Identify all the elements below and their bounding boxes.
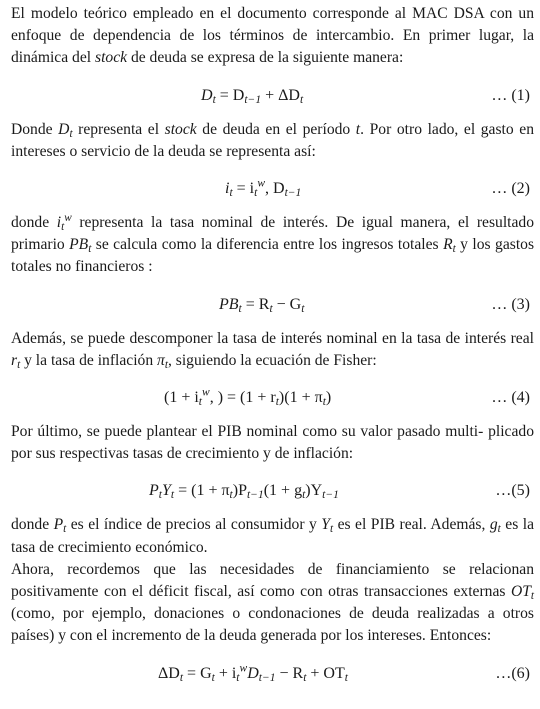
paragraph-intro: El modelo teórico empleado en el documento corresponde al MAC DSA con un enfoque de dependencia de los términos de intercambio. En primer lugar, la dinámica del stock de deuda se expresa de la siguiente manera: — [11, 5, 534, 67]
paragraph-fisher: Además, se puede descomponer la tasa de interés nominal en la tasa de interés real $r_t$ y la tasa de inflación $\pi_t$, siguiendo la ecuación de Fisher: — [11, 329, 534, 371]
equation-2 — [11, 178, 534, 200]
paragraph-debt-stock: Donde $D_t$ representa el stock de deuda en el período t. Por otro lado, el gasto en intereses o servicio de la deuda se representa así: — [11, 120, 534, 160]
equation-5-formula: $P_tY_t = (1 + \pi_t)P_{t-1}(1 + g_t)Y_{t-1}$ — [149, 482, 339, 502]
equation-6-formula: $\Delta D_t = G_t + i_t^wD_{t-1} - R_t + OT_t$ — [158, 662, 348, 684]
equation-5 — [11, 480, 534, 502]
equation-6-number: …(6) — [495, 664, 530, 682]
paragraph-price-index: donde $P_t$ es el índice de precios al consumidor y $Y_t$ es el PIB real. Además, $g_t$ es la tasa de crecimiento económico. — [11, 516, 534, 556]
equation-4-number: … (4) — [491, 389, 530, 407]
equation-1-number: … (1) — [491, 86, 530, 104]
equation-4 — [11, 387, 534, 409]
paragraph-financing-needs: Ahora, recordemos que las necesidades de financiamiento se relacionan positivamente con el déficit fiscal, así como con otras transacciones externas $OT_t$ (como, por ejemplo, donaciones o condonaciones de deuda realizadas a otros países) y con el incremento de la deuda generada por los intereses. Entonces: — [11, 560, 534, 645]
equation-3-formula: $PB_t = R_t - G_t$ — [219, 295, 305, 315]
equation-2-number: … (2) — [491, 180, 530, 198]
equation-4-formula: ($1 + i_t^w$, ) = $(1 + r_t)(1 + \pi_t)$ — [164, 386, 332, 409]
equation-1-formula: $D_t = D_{t-1} + \Delta D_t$ — [201, 86, 304, 106]
equation-3-number: … (3) — [491, 295, 530, 313]
equation-5-number: …(5) — [495, 482, 530, 500]
equation-2-formula: $i_t = i_t^w$, $D_{t-1}$ — [225, 177, 302, 200]
paragraph-primary-balance: donde $i_t^w$ representa la tasa nominal de interés. De igual manera, el resultado primario $PB_t$ se calcula como la diferencia entre los ingresos totales $R_t$ y los gastos totales no financieros : — [11, 211, 535, 276]
paragraph-nominal-gdp: Por último, se puede plantear el PIB nominal como su valor pasado multi- plicado por sus respectivas tasas de crecimiento y de inflación: — [11, 423, 534, 463]
equation-3 — [11, 294, 534, 316]
equation-1 — [11, 85, 534, 107]
equation-6 — [11, 663, 534, 685]
